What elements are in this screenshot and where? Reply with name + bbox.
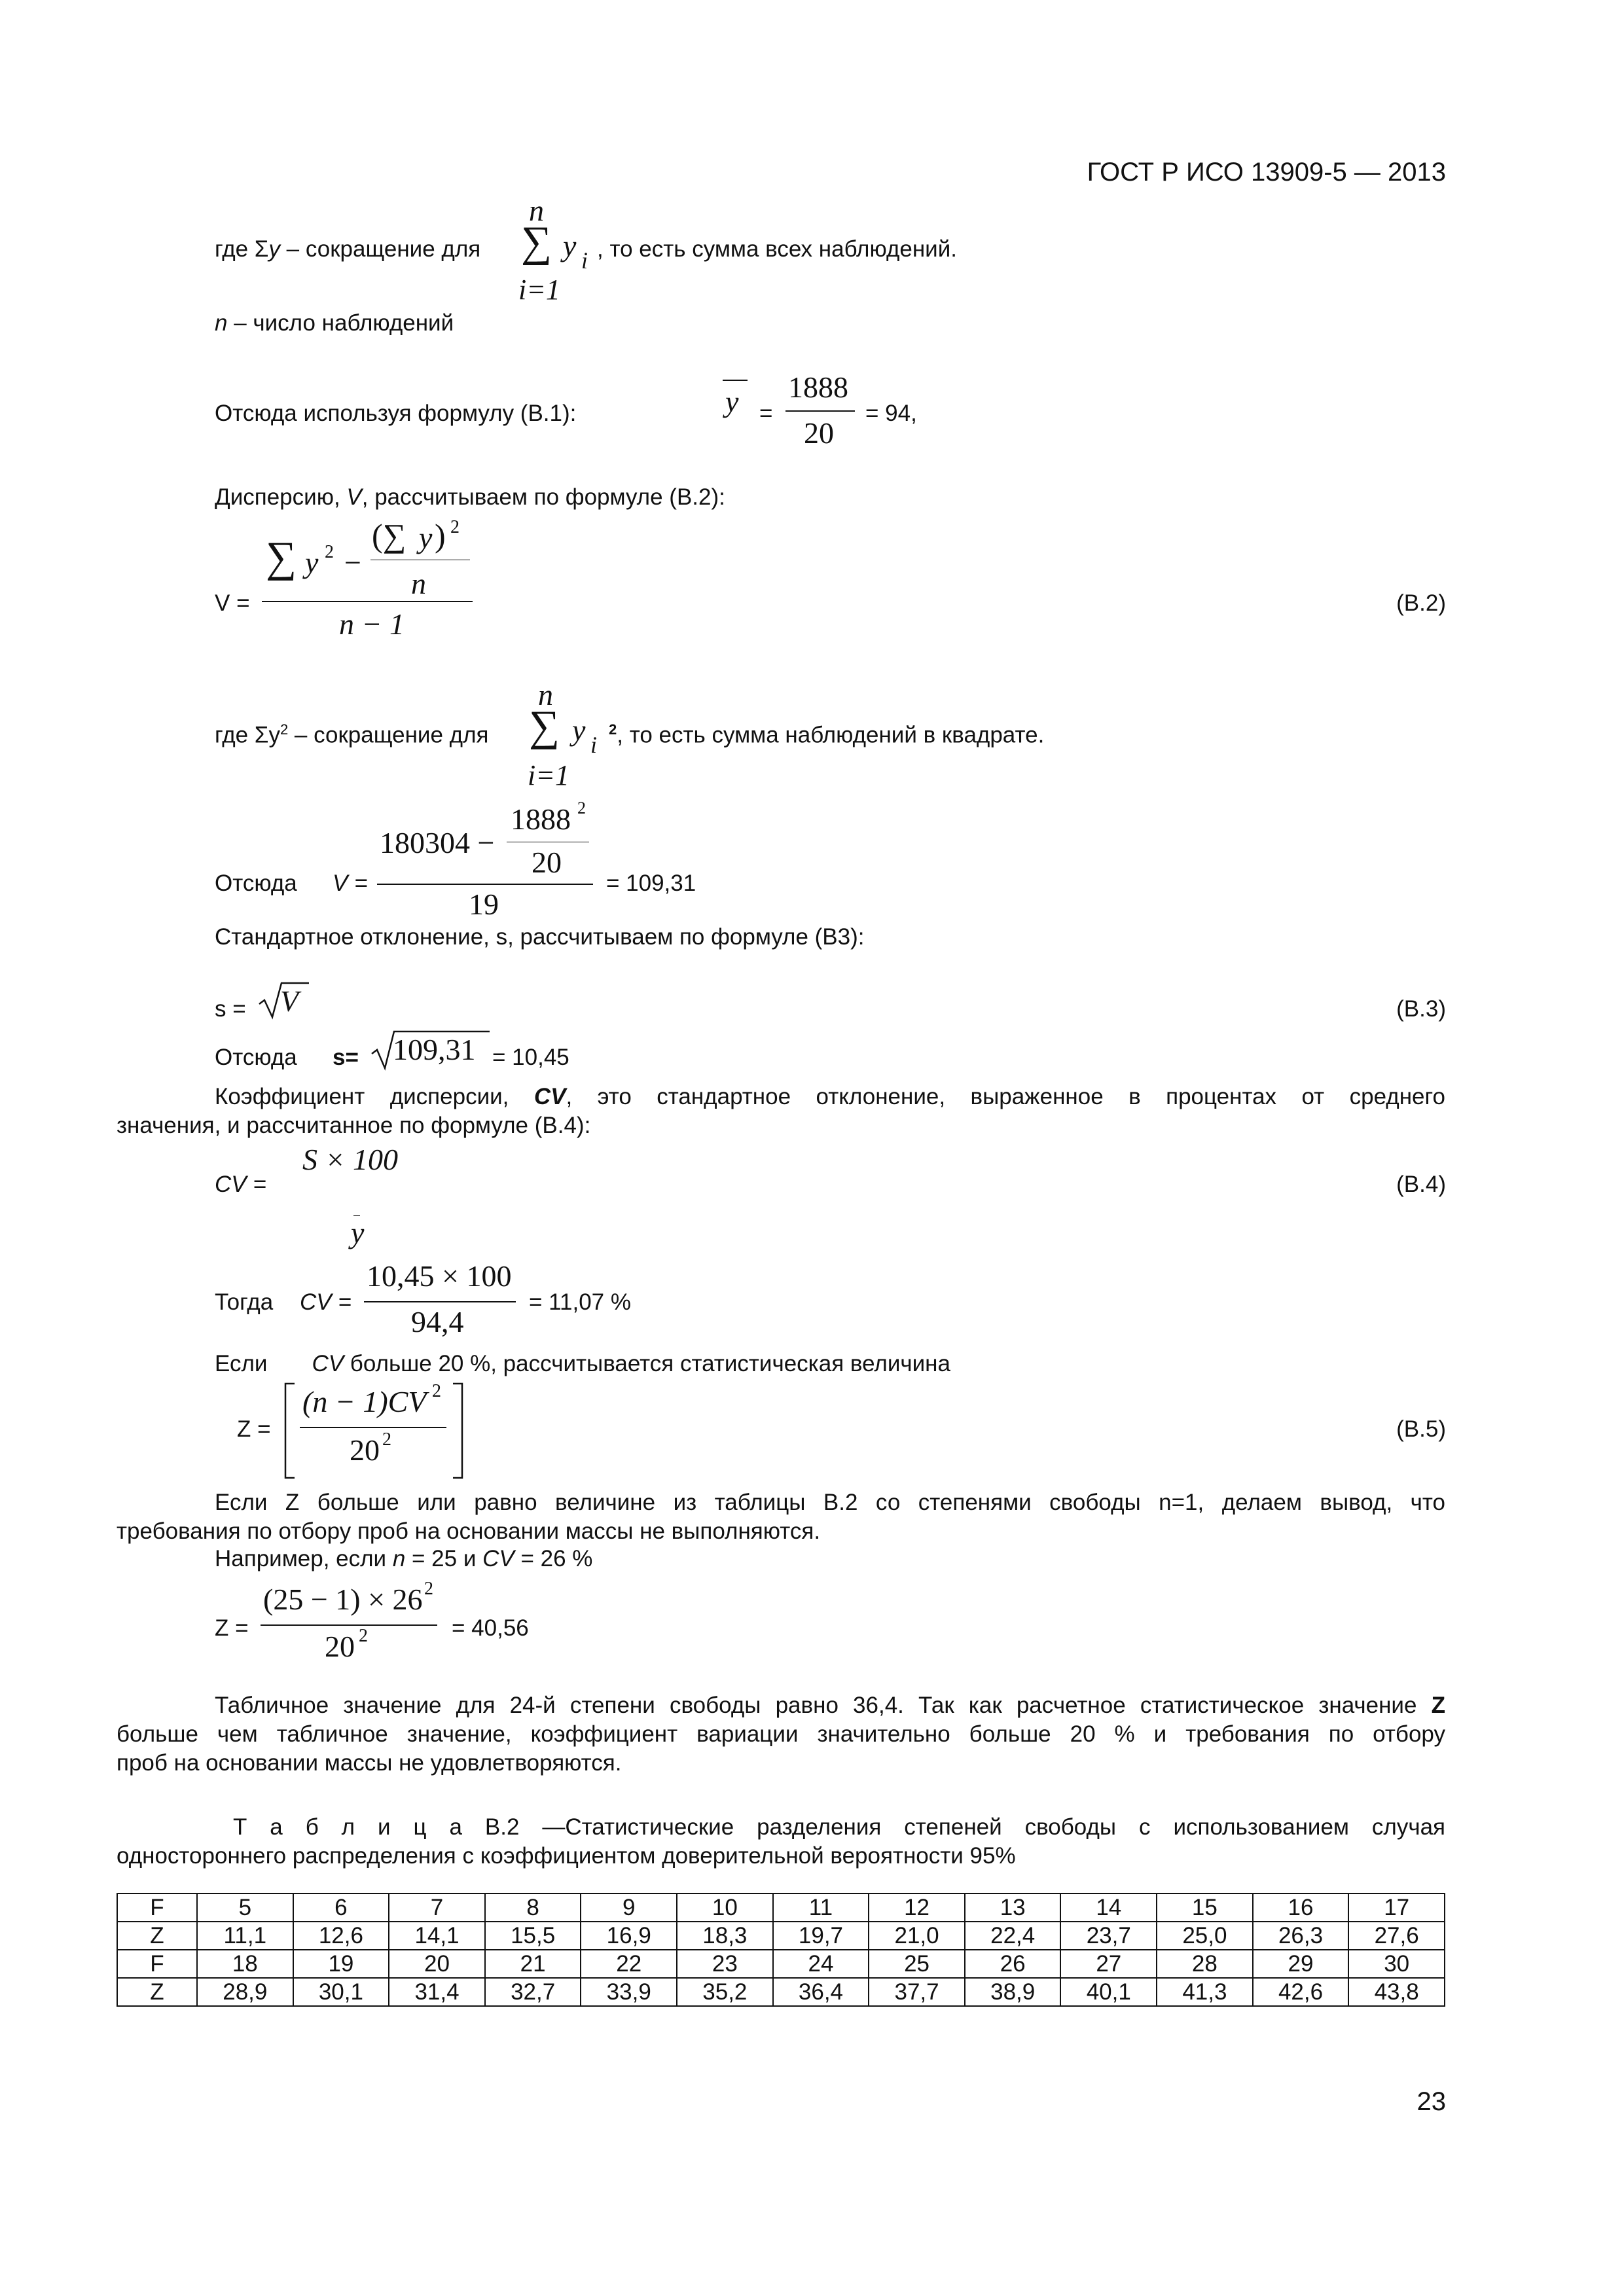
z-example-lead: Например, если n = 25 и CV = 26 % bbox=[215, 1546, 593, 1571]
table-cell: 22,4 bbox=[965, 1922, 1061, 1950]
equation-label-b4: (В.4) bbox=[1396, 1172, 1446, 1197]
table-cell: 30,1 bbox=[293, 1978, 389, 2006]
table-cell: 26 bbox=[965, 1950, 1061, 1978]
table-cell: 41,3 bbox=[1157, 1978, 1253, 2006]
table-cell: 19 bbox=[293, 1950, 389, 1978]
table-caption-line1: Т а б л и ц а В.2 —Статистические разделения степеней свободы с использованием случая bbox=[233, 1814, 1445, 1840]
table-row-header: Z bbox=[117, 1978, 197, 2006]
table-row bbox=[117, 1950, 1445, 1978]
sum-sq-definition: где $\Sigma y^2$ – сокращение для bbox=[215, 721, 489, 748]
table-cell: 18 bbox=[197, 1950, 293, 1978]
stdev-lead: Стандартное отклонение, s, рассчитываем по формуле (В3): bbox=[215, 924, 865, 950]
table-cell: 11 bbox=[773, 1893, 869, 1922]
table-caption-line2: одностороннего распределения с коэффициентом доверительной вероятности 95% bbox=[117, 1843, 1016, 1869]
table-cell: 25,0 bbox=[1157, 1922, 1253, 1950]
table-cell: 19,7 bbox=[773, 1922, 869, 1950]
sum-y-definition-suffix: , то есть сумма всех наблюдений. bbox=[597, 236, 957, 262]
page-number: 23 bbox=[1416, 2087, 1446, 2116]
table-cell: 16 bbox=[1253, 1893, 1349, 1922]
variance-lead: Дисперсию, V, рассчитываем по формуле (В.2): bbox=[215, 484, 725, 510]
table-cell: 11,1 bbox=[197, 1922, 293, 1950]
table-cell: 6 bbox=[293, 1893, 389, 1922]
n-definition: n – число наблюдений bbox=[215, 310, 454, 336]
table-cell: 28 bbox=[1157, 1950, 1253, 1978]
table-cell: 20 bbox=[389, 1950, 485, 1978]
table-body bbox=[117, 1893, 1445, 2006]
table-row bbox=[117, 1978, 1445, 2006]
table-cell: 30 bbox=[1348, 1950, 1445, 1978]
table-cell: 37,7 bbox=[869, 1978, 965, 2006]
table-cell: 29 bbox=[1253, 1950, 1349, 1978]
degrees-of-freedom-table bbox=[117, 1893, 1445, 2007]
table-cell: 28,9 bbox=[197, 1978, 293, 2006]
equation-label-b2: (В.2) bbox=[1396, 590, 1446, 616]
table-cell: 42,6 bbox=[1253, 1978, 1349, 2006]
table-cell: 35,2 bbox=[677, 1978, 773, 2006]
table-cell: 21 bbox=[485, 1950, 581, 1978]
cv-paragraph-line1: Коэффициент дисперсии, CV, это стандартное отклонение, выраженное в процентах от среднего bbox=[215, 1084, 1445, 1109]
table-row-header: Z bbox=[117, 1922, 197, 1950]
z-paragraph-line1: Если Z больше или равно величине из таблицы В.2 со степенями свободы n=1, делаем вывод, что bbox=[215, 1490, 1445, 1515]
table-cell: 15,5 bbox=[485, 1922, 581, 1950]
table-row-header: F bbox=[117, 1950, 197, 1978]
table-cell: 33,9 bbox=[581, 1978, 677, 2006]
table-cell: 10 bbox=[677, 1893, 773, 1922]
right-bracket-icon bbox=[452, 1382, 465, 1479]
table-cell: 8 bbox=[485, 1893, 581, 1922]
cv-paragraph-line2: значения, и рассчитанное по формуле (В.4): bbox=[117, 1113, 591, 1138]
table-cell: 31,4 bbox=[389, 1978, 485, 2006]
table-cell: 15 bbox=[1157, 1893, 1253, 1922]
table-cell: 43,8 bbox=[1348, 1978, 1445, 2006]
table-cell: 7 bbox=[389, 1893, 485, 1922]
table-cell: 38,9 bbox=[965, 1978, 1061, 2006]
table-cell: 26,3 bbox=[1253, 1922, 1349, 1950]
table-cell: 23 bbox=[677, 1950, 773, 1978]
table-cell: 32,7 bbox=[485, 1978, 581, 2006]
conclusion-line3: проб на основании массы не удовлетворяются. bbox=[117, 1750, 622, 1776]
table-row-header: F bbox=[117, 1893, 197, 1922]
sum-sq-definition-suffix: $^2$, то есть сумма наблюдений в квадрате. bbox=[609, 721, 1045, 748]
table-cell: 14 bbox=[1060, 1893, 1157, 1922]
table-cell: 24 bbox=[773, 1950, 869, 1978]
table-cell: 40,1 bbox=[1060, 1978, 1157, 2006]
table-cell: 18,3 bbox=[677, 1922, 773, 1950]
document-header: ГОСТ Р ИСО 13909-5 — 2013 bbox=[1087, 158, 1446, 187]
table-cell: 16,9 bbox=[581, 1922, 677, 1950]
table-cell: 12,6 bbox=[293, 1922, 389, 1950]
table-cell: 25 bbox=[869, 1950, 965, 1978]
table-cell: 5 bbox=[197, 1893, 293, 1922]
left-bracket-icon bbox=[283, 1382, 296, 1479]
conclusion-line2: больше чем табличное значение, коэффициент вариации значительно больше 20 % и требования по отбору bbox=[117, 1721, 1445, 1747]
table-cell: 23,7 bbox=[1060, 1922, 1157, 1950]
table-cell: 17 bbox=[1348, 1893, 1445, 1922]
z-paragraph-line2: требования по отбору проб на основании массы не выполняются. bbox=[117, 1518, 821, 1544]
sum-y-definition: где Σy – сокращение для bbox=[215, 236, 481, 262]
table-row bbox=[117, 1922, 1445, 1950]
table-cell: 27 bbox=[1060, 1950, 1157, 1978]
table-cell: 14,1 bbox=[389, 1922, 485, 1950]
table-cell: 21,0 bbox=[869, 1922, 965, 1950]
table-cell: 27,6 bbox=[1348, 1922, 1445, 1950]
equation-label-b3: (В.3) bbox=[1396, 996, 1446, 1022]
table-cell: 22 bbox=[581, 1950, 677, 1978]
table-cell: 36,4 bbox=[773, 1978, 869, 2006]
mean-lead: Отсюда используя формулу (В.1): bbox=[215, 401, 577, 426]
table-cell: 9 bbox=[581, 1893, 677, 1922]
table-row bbox=[117, 1893, 1445, 1922]
table-cell: 12 bbox=[869, 1893, 965, 1922]
equation-label-b5: (В.5) bbox=[1396, 1416, 1446, 1442]
table-cell: 13 bbox=[965, 1893, 1061, 1922]
conclusion-line1: Табличное значение для 24-й степени свободы равно 36,4. Так как расчетное статистическое значение Z bbox=[215, 1693, 1445, 1718]
cv-condition: Если CV больше 20 %, рассчитывается статистическая величина bbox=[215, 1351, 950, 1376]
